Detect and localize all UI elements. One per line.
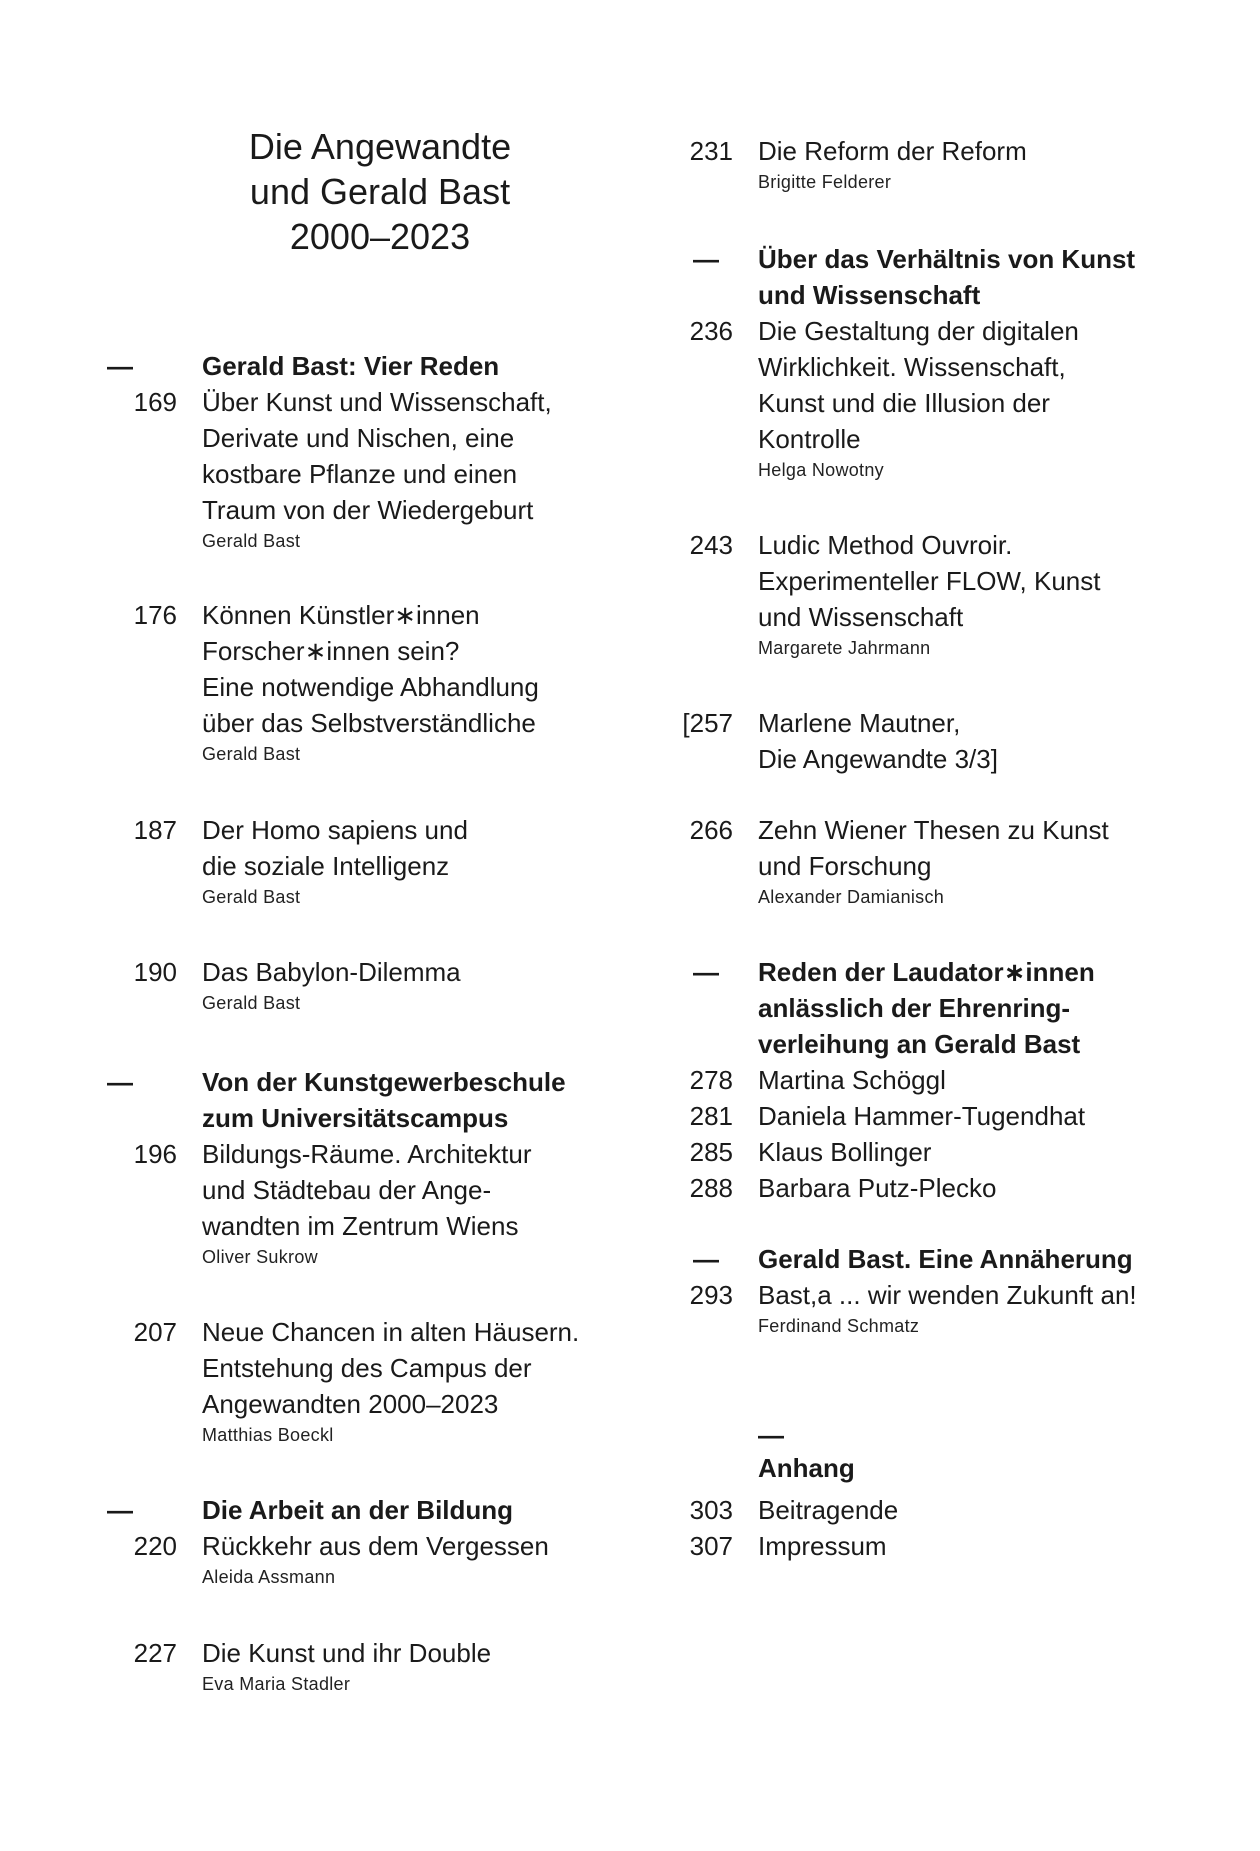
toc-entry[interactable] xyxy=(663,1277,1137,1337)
entry-title: Neue Chancen in alten Häusern. Entstehung des Campus der Angewandten 2000–2023 xyxy=(202,1317,580,1419)
page-title xyxy=(200,124,560,259)
entry-title: Die Kunst und ihr Double xyxy=(202,1638,492,1668)
section-dash: — xyxy=(758,1420,784,1450)
entry-title: Martina Schöggl xyxy=(758,1065,946,1095)
section-dash: — xyxy=(693,957,719,987)
toc-entry[interactable] xyxy=(663,313,1079,481)
entry-title: Rückkehr aus dem Vergessen xyxy=(202,1531,549,1561)
section-title: Gerald Bast. Eine Annäherung xyxy=(758,1244,1133,1274)
page-number: 207 xyxy=(133,1317,177,1347)
entry-title: Marlene Mautner, Die Angewandte 3/3] xyxy=(758,708,998,774)
entry-author: Aleida Assmann xyxy=(202,1567,336,1587)
page-number: 266 xyxy=(689,815,733,845)
page-number: 227 xyxy=(133,1638,177,1668)
page-number: 281 xyxy=(689,1101,733,1131)
page-number: 220 xyxy=(133,1531,177,1561)
toc-entry[interactable] xyxy=(107,1314,579,1446)
title-line-2: und Gerald Bast xyxy=(249,171,511,212)
page-number: 293 xyxy=(689,1280,733,1310)
entry-title: Bast,a ... wir wenden Zukunft an! xyxy=(758,1280,1137,1310)
entry-title: Können Künstler∗innen Forscher∗innen sein? Eine notwendige Abhandlung über das Selbstverständliche xyxy=(202,600,539,738)
section-dash: — xyxy=(693,1244,719,1274)
page-number: 231 xyxy=(689,136,733,166)
title-line-1: Die Angewandte xyxy=(248,126,512,167)
entry-title: Die Reform der Reform xyxy=(758,136,1027,166)
section-header xyxy=(663,1420,855,1486)
section-title: Über das Verhältnis von Kunst und Wissenschaft xyxy=(758,244,1136,310)
entry-author: Helga Nowotny xyxy=(758,460,884,480)
section-dash: — xyxy=(107,1495,133,1525)
page-number: 288 xyxy=(689,1173,733,1203)
page-number: 176 xyxy=(133,600,177,630)
entry-title: Bildungs-Räume. Architektur und Städtebau der Ange- wandten im Zentrum Wiens xyxy=(202,1139,532,1241)
page-number: 243 xyxy=(689,530,733,560)
toc-entry[interactable] xyxy=(663,1134,931,1170)
entry-author: Matthias Boeckl xyxy=(202,1425,334,1445)
entry-title: Barbara Putz-Plecko xyxy=(758,1173,997,1203)
entry-author: Eva Maria Stadler xyxy=(202,1674,351,1694)
title-line-3: 2000–2023 xyxy=(289,216,471,257)
section-title: Anhang xyxy=(758,1453,855,1483)
page-number: 187 xyxy=(133,815,177,845)
toc-entry[interactable] xyxy=(107,384,552,552)
section-title: Gerald Bast: Vier Reden xyxy=(202,351,500,381)
toc-entry[interactable] xyxy=(663,705,998,777)
section-dash: — xyxy=(107,351,133,381)
entry-author: Gerald Bast xyxy=(202,531,301,551)
entry-title: Beitragende xyxy=(758,1495,899,1525)
section-header xyxy=(663,1241,1133,1277)
section-title: Reden der Laudator∗innen anlässlich der Ehrenring- verleihung an Gerald Bast xyxy=(758,957,1095,1059)
toc-entry[interactable] xyxy=(663,1170,996,1206)
page-number: 278 xyxy=(689,1065,733,1095)
page-number: [257 xyxy=(682,708,733,738)
section-dash: — xyxy=(693,244,719,274)
toc-entry[interactable] xyxy=(107,812,468,908)
section-header xyxy=(663,241,1135,313)
toc-entry[interactable] xyxy=(107,1136,531,1268)
toc-entry[interactable] xyxy=(663,1492,898,1528)
section-title: Von der Kunstgewerbeschule zum Universitätscampus xyxy=(202,1067,566,1133)
toc-entry[interactable] xyxy=(107,954,461,1014)
entry-title: Der Homo sapiens und die soziale Intelligenz xyxy=(202,815,468,881)
entry-author: Gerald Bast xyxy=(202,993,301,1013)
toc-entry[interactable] xyxy=(107,1635,491,1695)
entry-author: Gerald Bast xyxy=(202,744,301,764)
entry-author: Gerald Bast xyxy=(202,887,301,907)
entry-title: Ludic Method Ouvroir. Experimenteller FLOW, Kunst und Wissenschaft xyxy=(758,530,1101,632)
page-number: 307 xyxy=(689,1531,733,1561)
page-number: 285 xyxy=(689,1137,733,1167)
section-title: Die Arbeit an der Bildung xyxy=(202,1495,514,1525)
section-header xyxy=(663,954,1095,1062)
toc-entry[interactable] xyxy=(663,133,1027,193)
page-number: 196 xyxy=(133,1139,177,1169)
entry-author: Ferdinand Schmatz xyxy=(758,1316,920,1336)
section-header xyxy=(107,1064,566,1136)
entry-title: Die Gestaltung der digitalen Wirklichkeit. Wissenschaft, Kunst und die Illusion der Kontrolle xyxy=(758,316,1079,454)
entry-title: Impressum xyxy=(758,1531,887,1561)
page-number: 169 xyxy=(133,387,177,417)
toc-entry[interactable] xyxy=(107,1528,549,1588)
entry-title: Klaus Bollinger xyxy=(758,1137,932,1167)
entry-author: Margarete Jahrmann xyxy=(758,638,931,658)
entry-title: Das Babylon-Dilemma xyxy=(202,957,461,987)
page-number: 236 xyxy=(689,316,733,346)
toc-entry[interactable] xyxy=(107,597,539,765)
entry-author: Oliver Sukrow xyxy=(202,1247,318,1267)
toc-entry[interactable] xyxy=(663,1062,946,1098)
entry-author: Alexander Damianisch xyxy=(758,887,945,907)
page-number: 190 xyxy=(133,957,177,987)
toc-entry[interactable] xyxy=(663,1098,1085,1134)
toc-entry[interactable] xyxy=(663,1528,887,1564)
section-dash: — xyxy=(107,1067,133,1097)
section-header xyxy=(107,348,499,384)
entry-title: Daniela Hammer-Tugendhat xyxy=(758,1101,1086,1131)
section-header xyxy=(107,1492,513,1528)
entry-title: Über Kunst und Wissenschaft, Derivate und Nischen, eine kostbare Pflanze und einen Traum von der Wiedergeburt xyxy=(202,387,552,525)
toc-entry[interactable] xyxy=(663,527,1100,659)
entry-author: Brigitte Felderer xyxy=(758,172,892,192)
toc-entry[interactable] xyxy=(663,812,1109,908)
entry-title: Zehn Wiener Thesen zu Kunst und Forschung xyxy=(758,815,1109,881)
page-number: 303 xyxy=(689,1495,733,1525)
